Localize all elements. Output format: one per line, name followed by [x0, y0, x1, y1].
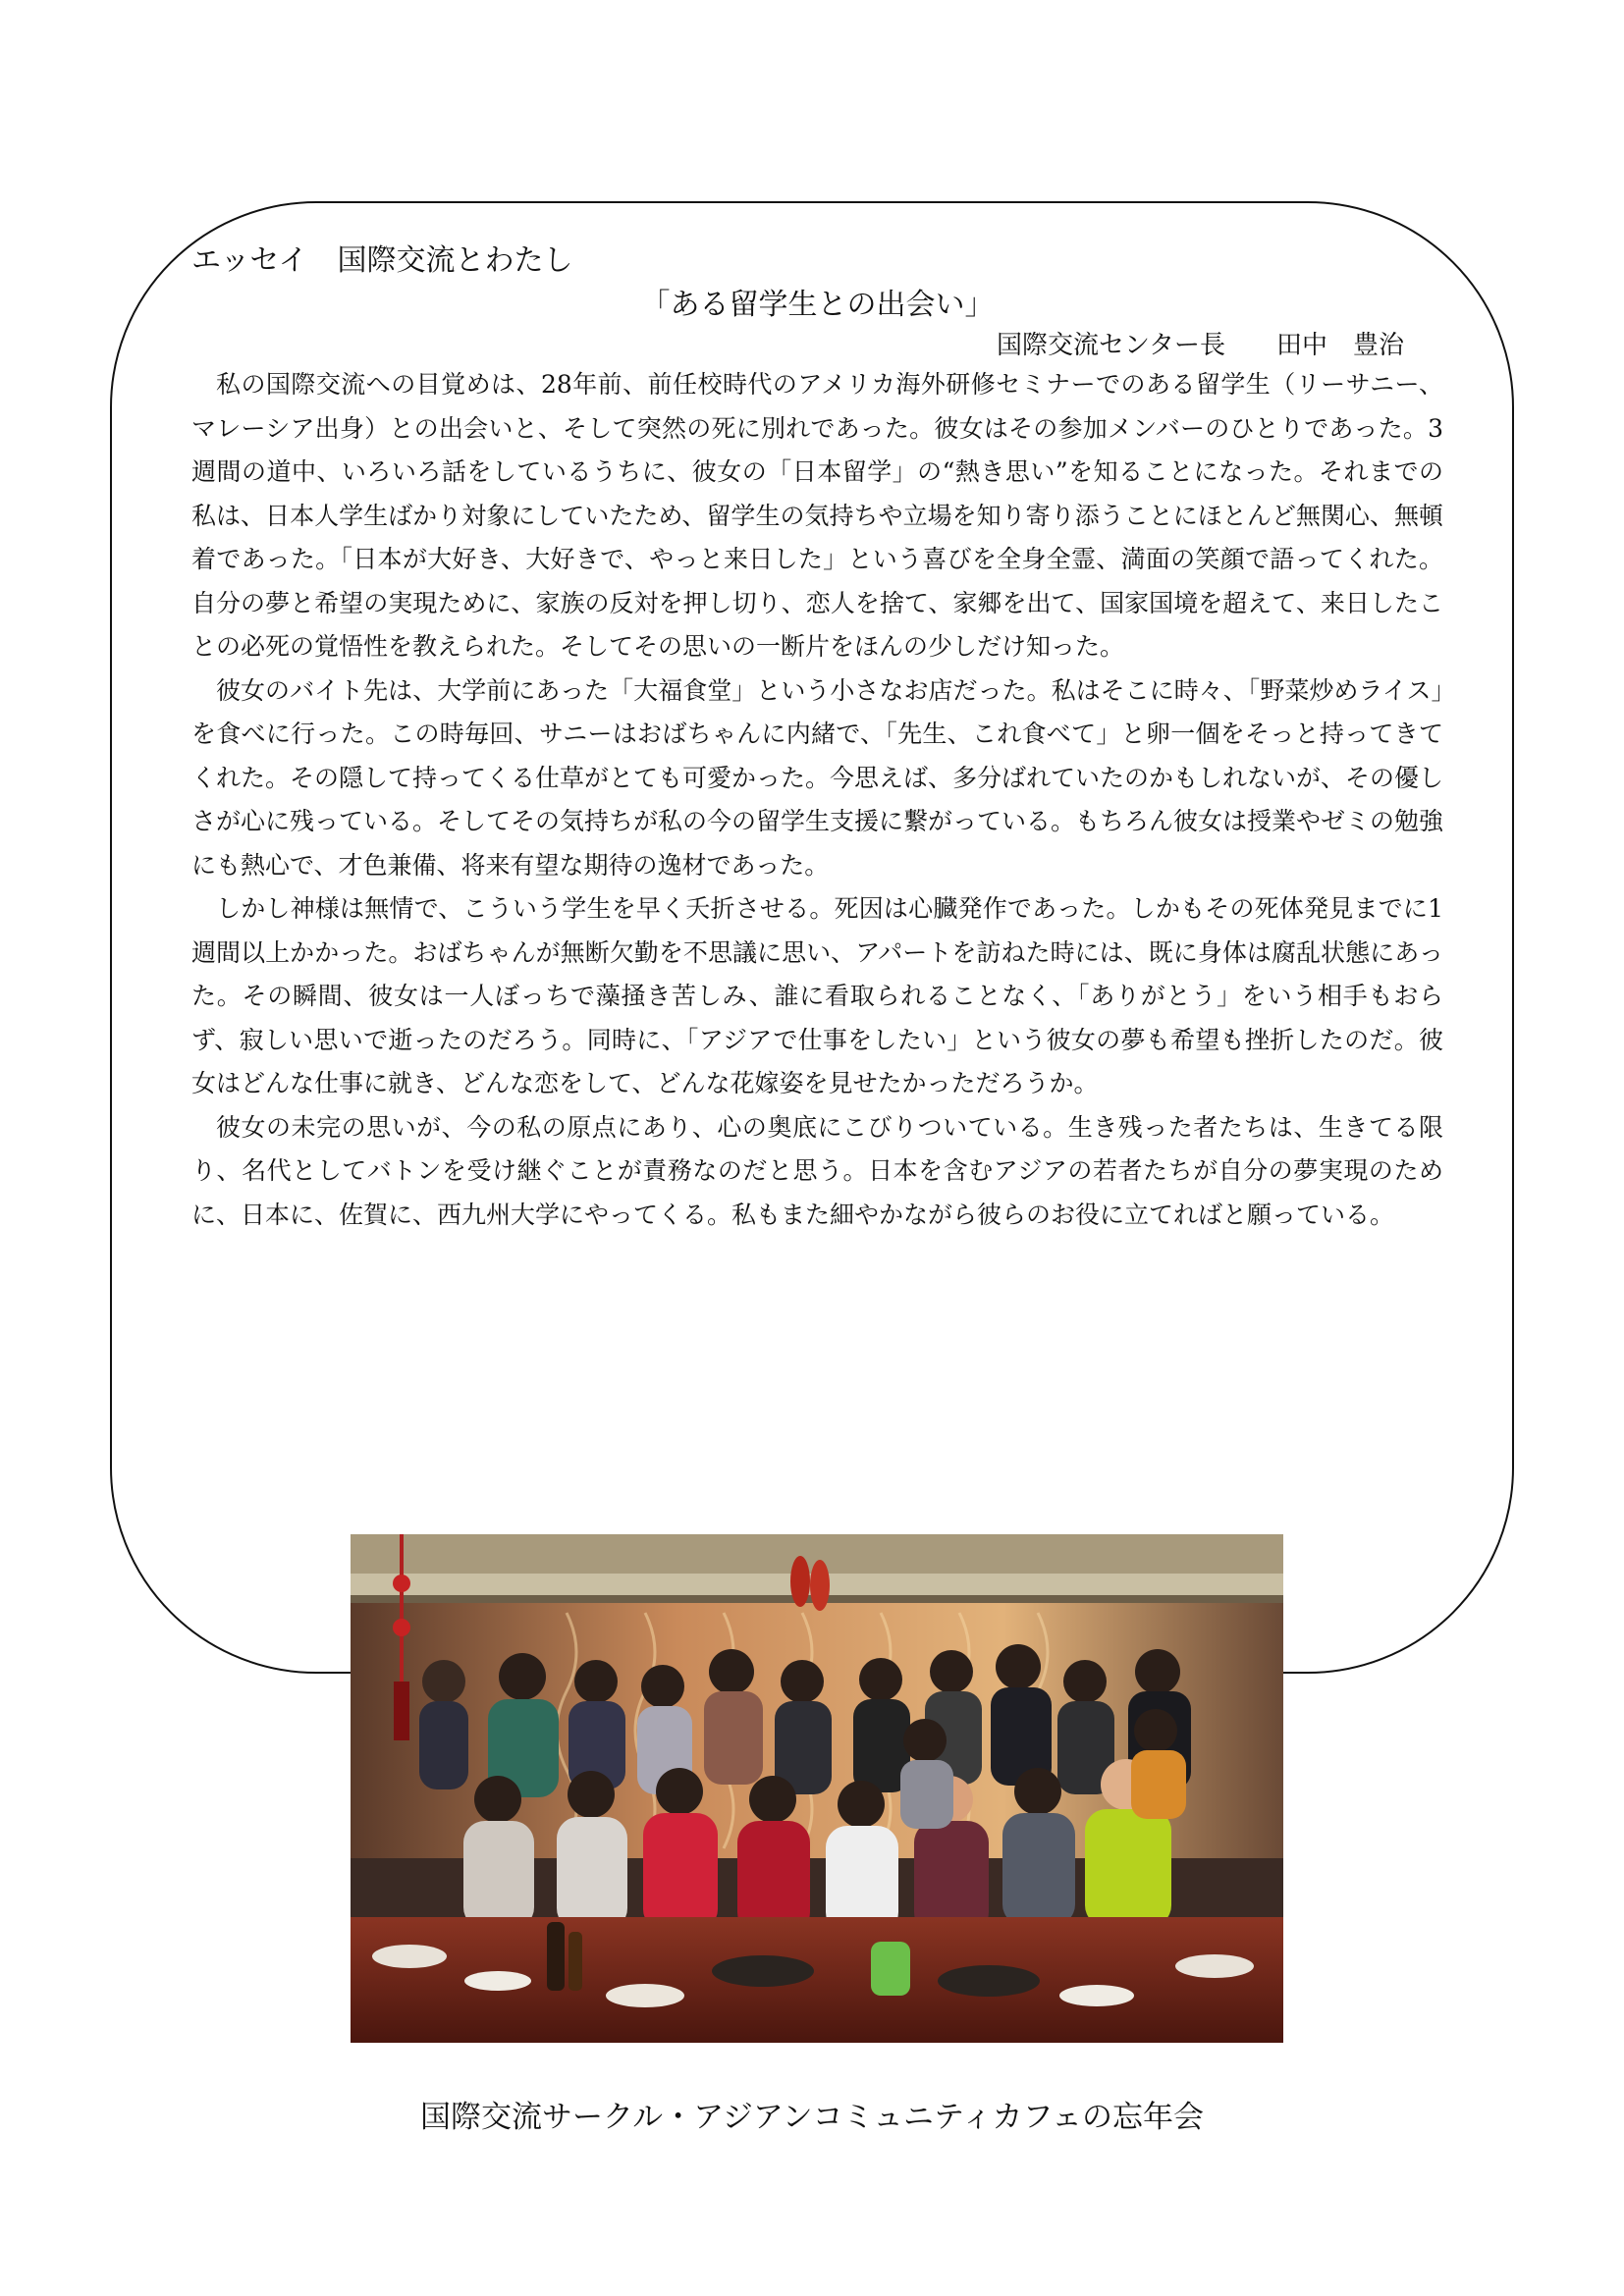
essay-paragraph: 彼女のバイト先は、大学前にあった「大福食堂」という小さなお店だった。私はそこに時々、「野菜炒めライス」を食べに行った。この時毎回、サニーはおばちゃんに内緒で、「先生、これ食べて」と卵一個をそっと持ってきてくれた。その隠して持ってくる仕草がとても可愛かった。今思えば、多分ばれていたのかもしれないが、その優しさが心に残っている。そしてその気持ちが私の今の留学生支援に繋がっている。もちろん彼女は授業やゼミの勉強にも熱心で、才色兼備、将来有望な期待の逸材であった。 [191, 675, 1444, 880]
essay-paragraph: 私の国際交流への目覚めは、28年前、前任校時代のアメリカ海外研修セミナーでのある留学生（リーサニー、マレーシア出身）との出会いと、そして突然の死に別れであった。彼女はその参加メンバーのひとりであった。3週間の道中、いろいろ話をしているうちに、彼女の「日本留学」の“熱き思い”を知ることになった。それまでの私は、日本人学生ばかり対象にしていたため、留学生の気持ちや立場を知り寄り添うことにほとんど無関心、無頓着であった。「日本が大好き、大好きで、やっと来日した」という喜びを全身全霊、満面の笑顔で語ってくれた。自分の夢と希望の実現ために、家族の反対を押し切り、恋人を捨て、家郷を出て、国家国境を超えて、来日したことの必死の覚悟性を教えられた。そしてその思いの一断片をほんの少しだけ知った。 [191, 370, 1443, 661]
photo-caption: 国際交流サークル・アジアンコミュニティカフェの忘年会 [420, 2100, 1204, 2135]
essay-paragraph: しかし神様は無情で、こういう学生を早く夭折させる。死因は心臓発作であった。しかもその死体発見までに1週間以上かかった。おばちゃんが無断欠勤を不思議に思い、アパートを訪ねた時には、既に身体は腐乱状態にあった。その瞬間、彼女は一人ぼっちで藻掻き苦しみ、誰に看取られることなく、「ありがとう」をいう相手もおらず、寂しい思いで逝ったのだろう。同時に、「アジアで仕事をしたい」という彼女の夢も希望も挫折したのだ。彼女はどんな仕事に就き、どんな恋をして、どんな花嫁姿を見せたかっただろうか。 [191, 894, 1443, 1097]
group-photo [351, 1534, 1283, 2043]
group-photo-illustration [351, 1534, 1283, 2043]
essay-body [191, 363, 1443, 1237]
people-back-row [419, 1644, 1191, 1797]
essay-series-label: エッセイ 国際交流とわたし [191, 243, 573, 278]
essay-paragraph: 彼女の未完の思いが、今の私の原点にあり、心の奥底にこびりついている。生き残った者たちは、生きてる限り、名代としてバトンを受け継ぐことが責務なのだと思う。日本を含むアジアの若者たちが自分の夢実現のために、日本に、佐賀に、西九州大学にやってくる。私もまた細やかながら彼らのお役に立てればと願っている。 [191, 1112, 1443, 1229]
essay-title: 「ある留学生との出会い」 [640, 288, 995, 322]
essay-author: 国際交流センター長 田中 豊治 [997, 331, 1404, 360]
essay-content [191, 241, 1443, 1237]
